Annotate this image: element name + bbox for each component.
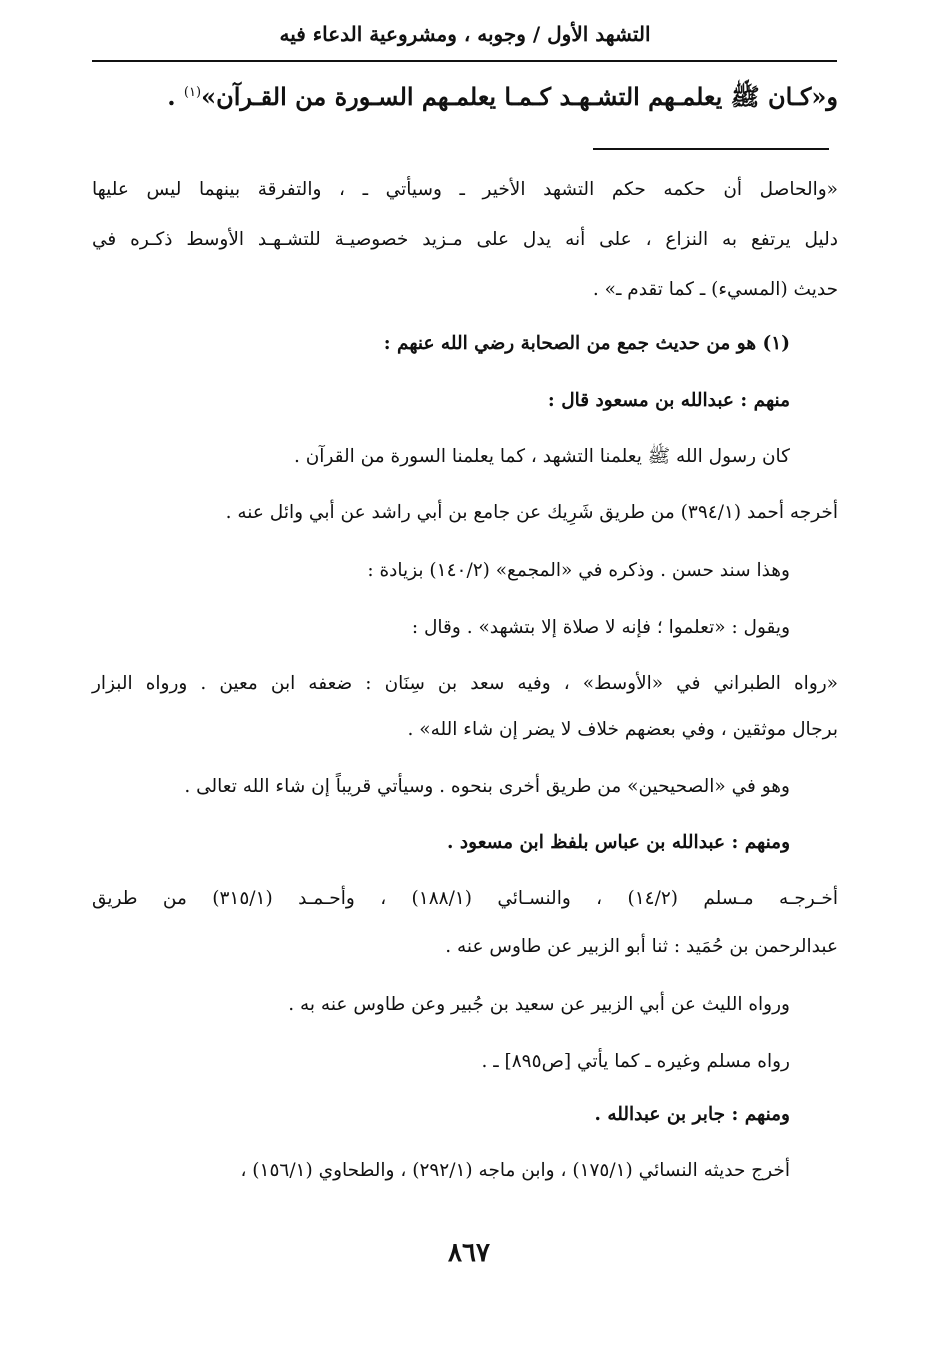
footnote-line: كان رسول الله ﷺ يعلمنا التشهد ، كما يعلمنا السورة من القرآن . [293,446,790,467]
footnote-line: أخرجه أحمد (٣٩٤/١) من طريق شَرِيك عن جامع بن أبي راشد عن أبي وائل عنه . [225,502,838,523]
footnote-marker: (١) [183,85,202,100]
footnote-line: (١) هو من حديث جمع من الصحابة رضي الله عنهم : [383,333,790,354]
page-number: ٨٦٧ [448,1238,490,1268]
footnote-line: ورواه الليث عن أبي الزبير عن سعيد بن جُبير وعن طاوس عنه به . [288,994,790,1015]
footnote-line: منهم : عبدالله بن مسعود قال : [547,390,790,411]
main-hadith-line [92,82,838,117]
footnote-line: رواه مسلم وغيره ـ كما يأتي [ص٨٩٥] ـ . [481,1051,790,1072]
footnote-line: ويقول : «تعلموا ؛ فإنه لا صلاة إلا بتشهد» . وقال : [411,617,790,638]
footnote-line: أخـرجـه مـسلم (١٤/٢) ، والنسـائي (١٨٨/١) ، وأحـمـد (٣١٥/١) من طريق [92,888,838,909]
note-line: «والحاصل أن حكمه حكم التشهد الأخير ـ وسيأتي ـ ، والتفرقة بينهما ليس عليها [92,179,838,200]
footnote-line: برجال موثقين ، وفي بعضهم خلاف لا يضر إن شاء الله» . [407,719,838,740]
footnote-line: «رواه الطبراني في «الأوسط» ، وفيه سعد بن سِنَان : ضعفه ابن معين . ورواه البزار [92,673,838,694]
footnote-line: وهو في «الصحيحين» من طريق أخرى بنحوه . وسيأتي قريباً إن شاء الله تعالى . [184,776,790,797]
footnote-line: وهذا سند حسن . وذكره في «المجمع» (١٤٠/٢) بزيادة : [367,560,790,581]
main-hadith-end: . [167,82,184,111]
footnote-line: ومنهم : جابر بن عبدالله . [594,1104,790,1125]
running-header: التشهد الأول / وجوبه ، ومشروعية الدعاء فيه [279,22,651,46]
note-line: دليل يرتفع به النزاع ، على أنه يدل على مـزيد خصوصيـة للتشـهـد الأوسط ذكـره في [92,229,838,250]
footnote-line: عبدالرحمن بن حُمَيد : ثنا أبو الزبير عن طاوس عنه . [445,936,838,957]
footnote-line: أخرج حديثه النسائي (١٧٥/١) ، وابن ماجه (٢٩٢/١) ، والطحاوي (١٥٦/١) ، [240,1160,790,1181]
footnote-line: ومنهم : عبدالله بن عباس بلفظ ابن مسعود . [447,832,790,853]
main-hadith-text: و«كـان ﷺ يعلمـهم التشـهـد كـمـا يعلمـهم السـورة من القـرآن» [201,82,838,111]
header-rule [92,60,837,62]
footnote-separator [593,148,829,150]
note-line: حديث (المسيء) ـ كما تقدم ـ» . [592,279,838,300]
